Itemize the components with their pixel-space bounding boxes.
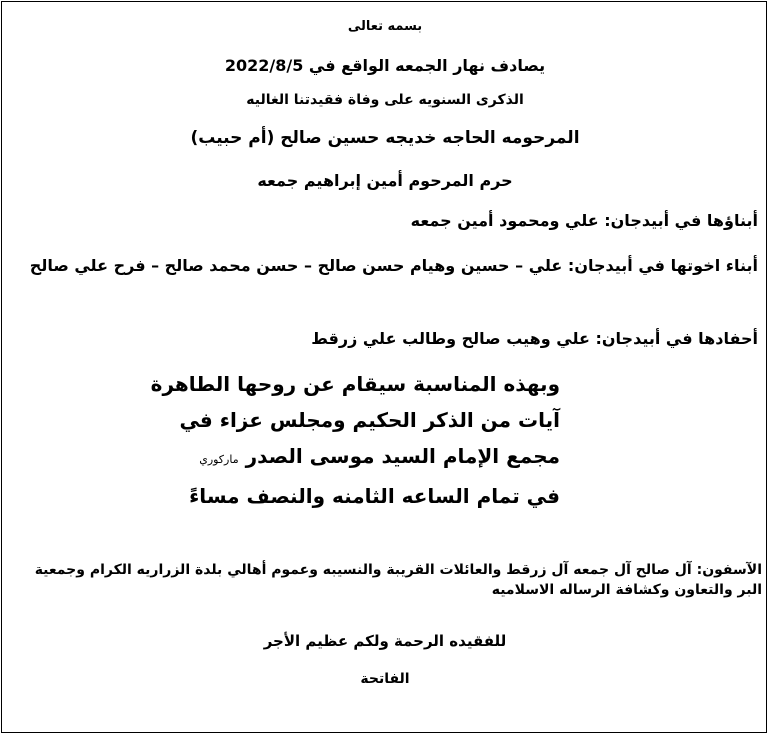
ceremony-line-2: آيات من الذكر الحكيم ومجلس عزاء في [179,408,560,432]
ceremony-line-4: في تمام الساعه الثامنه والنصف مساءً [189,484,560,508]
sons-line: أبناؤها في أبيدجان: علي ومحمود أمين جمعه [410,211,758,230]
ceremony-block [150,366,560,514]
anniversary-line: الذكرى السنويه على وفاة فقيدتنا الغاليه [246,92,524,108]
ceremony-line-3 [160,438,560,478]
ceremony-venue-note: ماركوري [199,453,239,466]
ceremony-venue: مجمع الإمام السيد موسى الصدر [245,444,560,468]
date-line: يصادف نهار الجمعه الواقع في 2022/8/5 [224,56,546,75]
ceremony-line-1: وبهذه المناسبة سيقام عن روحها الطاهرة [150,372,560,396]
nephews-line: أبناء اخوتها في أبيدجان: علي – حسين وهيام حسن صالح – حسن محمد صالح – فرح علي صالح [29,256,758,275]
spouse-line: حرم المرحوم أمين إبراهيم جمعه [257,171,513,190]
mourners-line: الآسفون: آل صالح آل جمعه آل زرقط والعائلات القريبة والنسيبه وعموم أهالي بلدة الزراريه الكرام وجمعية البر والتعاون وكشافة الرساله الاسلاميه [34,562,762,599]
basmala: بسمه تعالى [347,19,423,34]
deceased-name: المرحومه الحاجه خديجه حسين صالح (أم حبيب) [190,128,580,148]
grandchildren-line: أحفادها في أبيدجان: علي وهيب صالح وطالب علي زرقط [311,329,758,348]
closing-line: للفقيده الرحمة ولكم عظيم الأجر [263,632,507,650]
fatiha: الفاتحة [360,671,410,687]
